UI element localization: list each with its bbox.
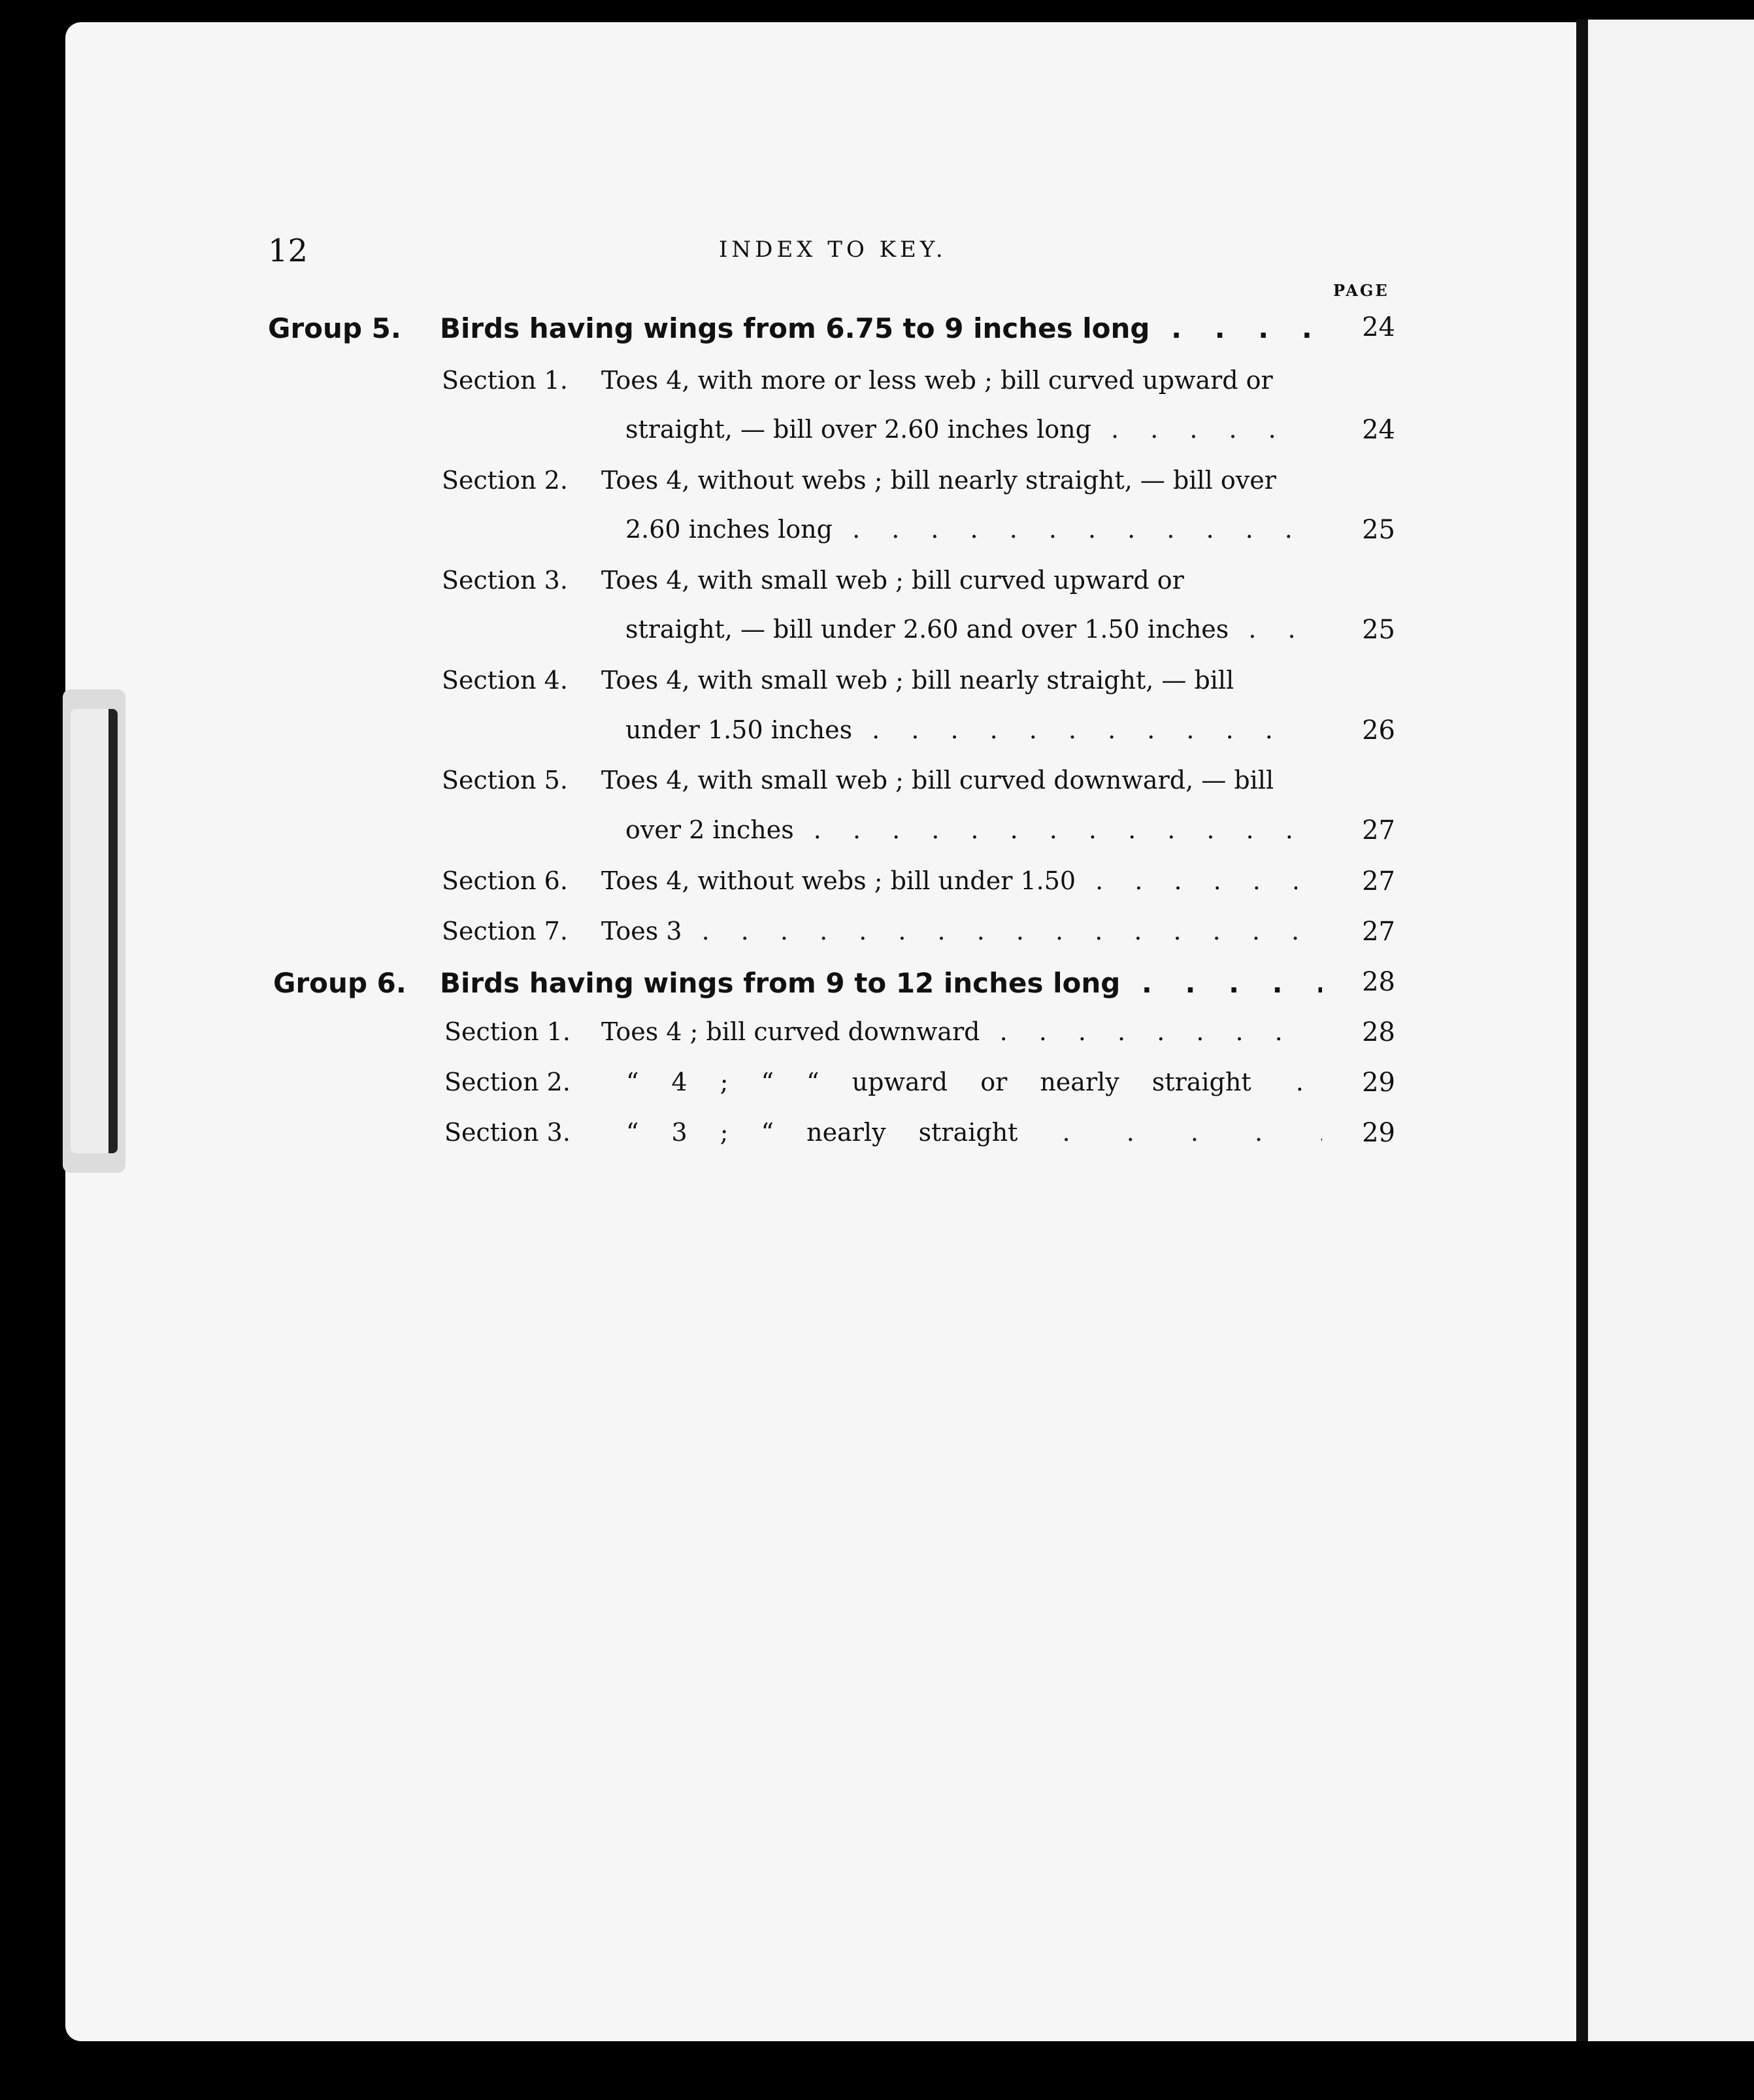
group-5-page: 24 [1362, 312, 1395, 342]
g6-section-3-row [0, 1118, 1754, 1164]
section-text: Toes 4, with small web ; bill curved upward or [601, 566, 1184, 595]
page-column-label: PAGE [1333, 281, 1389, 300]
section-page: 25 [1362, 515, 1395, 545]
section-text: “ 4 ; “ “ upward or nearly straight . . . [626, 1068, 1322, 1096]
g5-section-1-cont [0, 415, 1754, 461]
section-label: Section 2. [444, 1068, 571, 1096]
section-page: 25 [1362, 615, 1395, 645]
section-text-cont: straight, — bill over 2.60 inches long . . . [625, 415, 1297, 444]
section-text: Toes 4, with more or less web ; bill curved upward or [601, 366, 1273, 395]
g5-section-6-row [0, 866, 1754, 912]
section-label: Section 2. [442, 466, 568, 495]
group-6-label: Group 6. [273, 967, 406, 999]
g5-section-4-cont [0, 715, 1754, 761]
section-text-cont: over 2 inches . . . [625, 815, 1297, 844]
g5-section-2-row [0, 466, 1754, 512]
section-label: Section 1. [444, 1017, 571, 1046]
section-text: Toes 4, with small web ; bill nearly straight, — bill [601, 666, 1234, 695]
group-6-text: Birds having wings from 9 to 12 inches long . . . [440, 967, 1322, 999]
section-label: Section 1. [442, 366, 568, 395]
section-page: 27 [1362, 866, 1395, 896]
group-5-label: Group 5. [268, 312, 401, 344]
g5-section-1-row [0, 366, 1754, 412]
section-page: 29 [1362, 1068, 1395, 1098]
section-page: 29 [1362, 1118, 1395, 1148]
section-text: Toes 4, with small web ; bill curved downward, — bill [601, 766, 1274, 795]
section-text: Toes 4, without webs ; bill nearly straight, — bill over [601, 466, 1276, 495]
section-label: Section 3. [442, 566, 568, 595]
section-label: Section 4. [442, 666, 568, 695]
g5-section-3-row [0, 566, 1754, 612]
group-6-row [0, 967, 1754, 1013]
g5-section-5-cont [0, 815, 1754, 861]
g5-section-2-cont [0, 515, 1754, 561]
section-text: Toes 4 ; bill curved downward . . . [601, 1017, 1297, 1046]
page-number: 12 [268, 233, 308, 269]
section-page: 27 [1362, 917, 1395, 947]
section-page: 24 [1362, 415, 1395, 445]
section-text-cont: straight, — bill under 2.60 and over 1.50 inches . . . [625, 615, 1297, 644]
g5-section-5-row [0, 766, 1754, 812]
group-5-text: Birds having wings from 6.75 to 9 inches long . . . [440, 312, 1322, 344]
group-5-row [0, 312, 1754, 358]
section-page: 27 [1362, 815, 1395, 845]
section-text: Toes 3 . . . [601, 917, 1297, 945]
section-label: Section 6. [442, 866, 568, 895]
section-label: Section 5. [442, 766, 568, 795]
section-text-cont: under 1.50 inches . . . [625, 715, 1297, 744]
section-page: 28 [1362, 1017, 1395, 1047]
section-label: Section 7. [442, 917, 568, 945]
g5-section-3-cont [0, 615, 1754, 661]
section-text: Toes 4, without webs ; bill under 1.50 . . . [601, 866, 1297, 895]
g6-section-1-row [0, 1017, 1754, 1063]
g5-section-7-row [0, 917, 1754, 962]
section-label: Section 3. [444, 1118, 571, 1147]
g5-section-4-row [0, 666, 1754, 712]
running-title: INDEX TO KEY. [719, 237, 947, 263]
group-6-page: 28 [1362, 967, 1395, 997]
g6-section-2-row [0, 1068, 1754, 1113]
section-page: 26 [1362, 715, 1395, 746]
section-text-cont: 2.60 inches long . . . [625, 515, 1297, 544]
section-text: “ 3 ; “ nearly straight . . . [626, 1118, 1322, 1147]
